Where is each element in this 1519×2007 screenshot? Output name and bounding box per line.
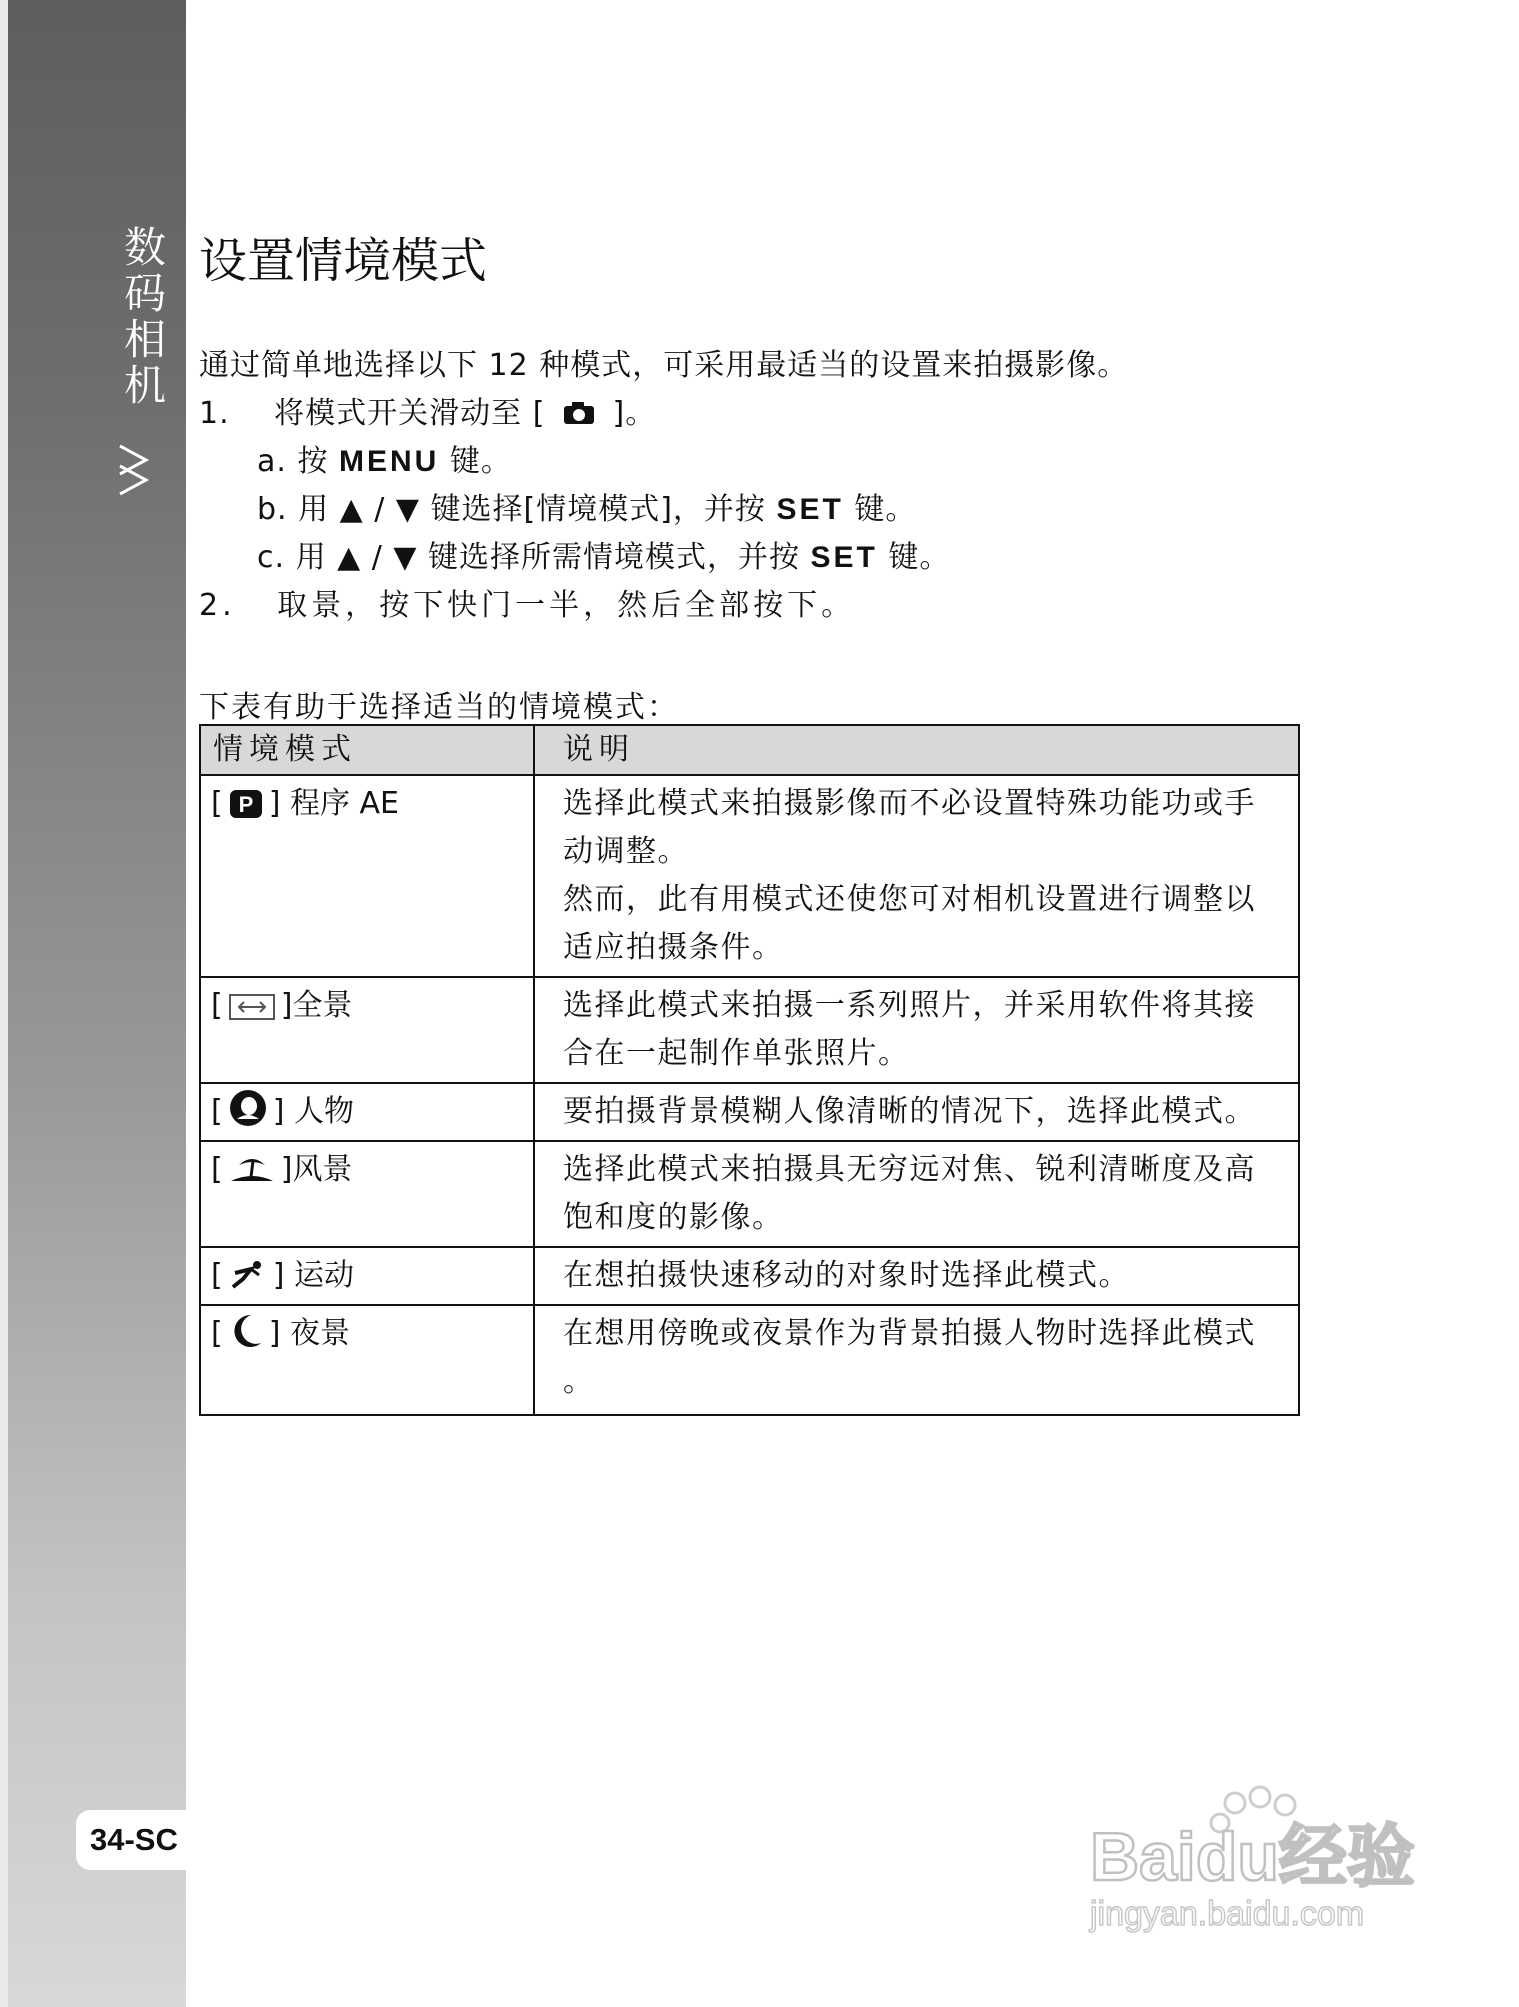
table-caption: 下表有助于选择适当的情境模式： — [199, 690, 679, 725]
intro-text: 通过简单地选择以下 12 种模式，可采用最适当的设置来拍摄影像。 — [199, 348, 1129, 383]
program-p-icon — [229, 789, 263, 819]
step-1a-suffix: 键。 — [449, 444, 512, 479]
step-2 — [199, 580, 855, 624]
step-1a-prefix: a. 按 — [257, 444, 329, 479]
watermark-brand: Baidu经验 — [1090, 1819, 1415, 1895]
description-cell — [534, 1247, 1299, 1305]
header-mode: 情境模式 — [200, 725, 534, 775]
step-1a — [257, 436, 512, 480]
description-text: 选择此模式来拍摄影像而不必设置特殊功能功或手动调整。 — [563, 786, 1256, 869]
table-row — [200, 977, 1299, 1083]
table-row — [200, 1141, 1299, 1247]
description-text: 然而，此有用模式还使您可对相机设置进行调整以适应拍摄条件。 — [563, 882, 1256, 965]
sidebar — [0, 0, 186, 2007]
step-1-end: ]。 — [612, 396, 657, 431]
portrait-icon — [229, 1089, 267, 1127]
baidu-watermark — [1080, 1785, 1440, 1935]
svg-text:P: P — [238, 792, 254, 817]
scene-mode-table — [199, 724, 1300, 1416]
panorama-icon — [229, 993, 275, 1021]
mode-label: 风景 — [292, 1152, 353, 1187]
landscape-icon — [229, 1153, 275, 1185]
step-1c-prefix: c. 用 ▲ / ▼ 键选择所需情境模式，并按 — [257, 540, 800, 575]
step-1c — [257, 532, 950, 576]
table-row — [200, 775, 1299, 977]
camera-icon — [562, 400, 596, 426]
set-key-label: SET — [776, 493, 844, 526]
mode-label: 夜景 — [289, 1316, 350, 1351]
mode-label: 人物 — [293, 1094, 354, 1129]
step-1c-suffix: 键。 — [888, 540, 951, 575]
table-row — [200, 1305, 1299, 1415]
description-text: 要拍摄背景模糊人像清晰的情况下，选择此模式。 — [563, 1094, 1256, 1129]
page-title: 设置情境模式 — [199, 233, 488, 289]
sidebar-title: 数码相机 — [118, 225, 167, 409]
step-2-text: 取景，按下快门一半，然后全部按下。 — [277, 588, 856, 623]
step-1-number: 1. — [199, 396, 230, 431]
mode-label: 全景 — [292, 988, 353, 1023]
mode-cell: [ ] 运动 — [200, 1247, 534, 1305]
table-row — [200, 1247, 1299, 1305]
mode-cell: [ ] 夜景 — [200, 1305, 534, 1415]
page-number: 34-SC — [76, 1810, 186, 1870]
mode-cell: [ ] 人物 — [200, 1083, 534, 1141]
description-text: 在想用傍晚或夜景作为背景拍摄人物时选择此模式 。 — [563, 1316, 1256, 1399]
sidebar-edge — [0, 0, 8, 2007]
table-header-row — [200, 725, 1299, 775]
set-key-label: SET — [810, 541, 878, 574]
description-text: 选择此模式来拍摄具无穷远对焦、锐利清晰度及高饱和度的影像。 — [563, 1152, 1256, 1235]
step-1b-suffix: 键。 — [854, 492, 917, 527]
night-moon-icon — [229, 1313, 263, 1349]
description-cell — [534, 775, 1299, 977]
description-cell — [534, 1141, 1299, 1247]
menu-key-label: MENU — [339, 445, 440, 478]
mode-cell: [ ]风景 — [200, 1141, 534, 1247]
step-1b-prefix: b. 用 ▲ / ▼ 键选择[情境模式]，并按 — [257, 492, 766, 527]
mode-cell: [ ]全景 — [200, 977, 534, 1083]
mode-label: 程序 AE — [289, 786, 399, 821]
description-cell — [534, 977, 1299, 1083]
step-1 — [199, 388, 656, 432]
chevron-right-icon — [116, 440, 156, 500]
step-1b — [257, 484, 916, 528]
description-text: 选择此模式来拍摄一系列照片，并采用软件将其接合在一起制作单张照片。 — [563, 988, 1256, 1071]
step-1-text: 将模式开关滑动至 [ — [274, 396, 546, 431]
description-text: 在想拍摄快速移动的对象时选择此模式。 — [563, 1258, 1130, 1293]
description-cell — [534, 1305, 1299, 1415]
table-row — [200, 1083, 1299, 1141]
mode-cell: [ P ] 程序 AE — [200, 775, 534, 977]
sports-icon — [229, 1259, 267, 1291]
header-description: 说明 — [534, 725, 1299, 775]
step-2-number: 2. — [199, 588, 236, 623]
watermark-url: jingyan.baidu.com — [1090, 1895, 1365, 1933]
description-cell — [534, 1083, 1299, 1141]
mode-label: 运动 — [293, 1258, 354, 1293]
